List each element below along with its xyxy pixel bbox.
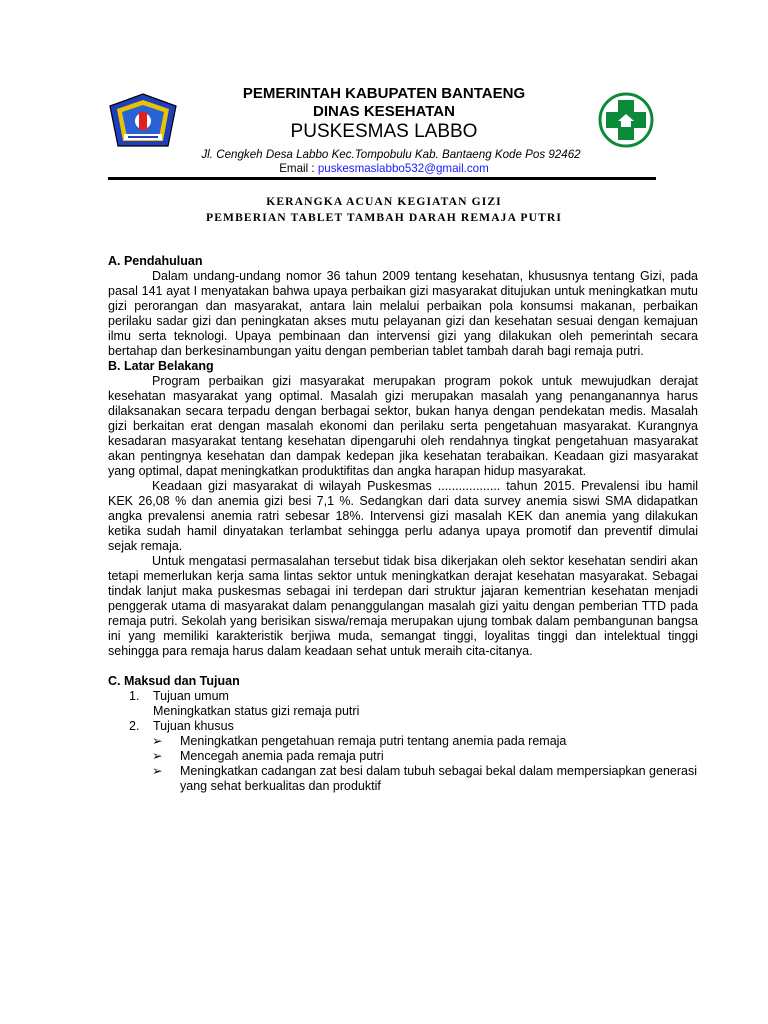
document-body — [108, 254, 698, 794]
bullet-item — [108, 764, 698, 794]
section-a-heading: A. Pendahuluan — [108, 254, 203, 268]
email-link[interactable]: puskesmaslabbo532@gmail.com — [317, 162, 489, 175]
document-title-line-2: PEMBERIAN TABLET TAMBAH DARAH REMAJA PUTRI — [206, 211, 562, 224]
arrow-bullet-icon: ➢ — [152, 734, 163, 748]
bullet-item — [108, 749, 698, 764]
bullet-text: Meningkatkan cadangan zat besi dalam tubuh sebagai bekal dalam mempersiapkan generasi yang sehat berkualitas dan produktif — [180, 764, 697, 793]
bullet-text: Mencegah anemia pada remaja putri — [180, 749, 384, 763]
email-line — [0, 162, 768, 175]
list-item-text: Meningkatkan status gizi remaja putri — [153, 704, 360, 718]
bullet-item — [108, 734, 698, 749]
letterhead — [0, 0, 768, 190]
section-b-heading: B. Latar Belakang — [108, 359, 214, 373]
office-line: DINAS KESEHATAN — [313, 103, 455, 120]
list-item-label: Tujuan umum — [153, 689, 229, 703]
arrow-bullet-icon: ➢ — [152, 764, 163, 778]
section-b-paragraph-1: Program perbaikan gizi masyarakat merupakan program pokok untuk mewujudkan derajat kesehatan masyarakat yang optimal. Masalah gizi merupakan masalah yang penanganannya harus dilaksanakan secara terpadu dengan berbagai sektor, bukan hanya dengan pendekatan medis. Masalah gizi berkaitan erat dengan masalah ekonomi dan perilaku serta pengetahuan masyarakat. Kurangnya kesadaran masyarakat tentang kesehatan dipengaruhi oleh rendahnya tingkat pengetahuan masyarakat akan pentingnya kesehatan dan dampak kedepan jika kesehatan terabaikan. Keadaan gizi masyarakat yang optimal, dapat meningkatkan produktifitas dan angka harapan hidup masyarakat. — [108, 374, 698, 478]
document-title-line-1: KERANGKA ACUAN KEGIATAN GIZI — [266, 195, 502, 208]
list-number: 1. — [129, 689, 140, 703]
section-a-paragraph: Dalam undang-undang nomor 36 tahun 2009 tentang kesehatan, khususnya tentang Gizi, pada pasal 141 ayat I menyatakan bahwa upaya perbaikan gizi masyarakat ditujukan untuk meningkatkan mutu gizi perorangan dan masyarakat, antara lain melalui perbaikan pola konsumsi makanan, perbaikan perilaku sadar gizi dan peningkatan akses mutu pelayanan gizi dan kesehatan sesuai dengan kemajuan ilmu serta teknologi. Upaya pembinaan dan intervensi gizi yang dilakukan oleh pemerintah secara bertahap dan berkesinambungan yaitu dengan pemberian tablet tambah darah bagi remaja putri. — [108, 269, 698, 358]
email-label: Email : — [279, 162, 318, 175]
header-rule — [108, 177, 656, 180]
section-b-paragraph-2: Keadaan gizi masyarakat di wilayah Puskesmas .................. tahun 2015. Prevalensi ibu hamil KEK 26,08 % dan anemia gizi besi 7,1 %. Sedangkan dari data survey anemia siswi SMA didapatkan angka prevalensi anemia ratri sebesar 18%. Intervensi gizi masalah KEK dan anemia yang dilakukan ketika sudah hamil dinyatakan terlambat sehingga perlu adanya upaya promotif dan preventif dimulai sejak remaja. — [108, 479, 698, 553]
spacer — [108, 659, 698, 674]
government-line: PEMERINTAH KABUPATEN BANTAENG — [242, 85, 526, 102]
list-number: 2. — [129, 719, 140, 733]
section-c-heading: C. Maksud dan Tujuan — [108, 674, 240, 688]
address-line: Jl. Cengkeh Desa Labbo Kec.Tompobulu Kab. Bantaeng Kode Pos 92462 — [201, 148, 581, 161]
section-b-paragraph-3: Untuk mengatasi permasalahan tersebut tidak bisa dikerjakan oleh sektor kesehatan sendiri akan tetapi memerlukan kerja sama lintas sektor untuk meningkatkan derajat kesehatan masyarakat. Sebagai tindak lanjut maka puskesmas sebagai ini terdepan dari struktur jajaran kementrian kesehatan menjadi penggerak utama di masyarakat dalam penanggulangan masalah gizi yaitu dengan pemberian TTD pada remaja putri. Sekolah yang berisikan siswa/remaja merupakan ujung tombak dalam pembangunan bangsa ini yang memiliki karakteristik berjiwa muda, semangat tinggi, loyalitas tinggi dan intelektual tinggi sehingga para remaja harus dalam keadaan sehat untuk meraih cita-citanya. — [108, 554, 698, 658]
list-item — [108, 689, 698, 704]
clinic-name: PUSKESMAS LABBO — [290, 121, 478, 142]
bullet-text: Meningkatkan pengetahuan remaja putri tentang anemia pada remaja — [180, 734, 567, 748]
list-item — [108, 719, 698, 734]
list-item-label: Tujuan khusus — [153, 719, 234, 733]
arrow-bullet-icon: ➢ — [152, 749, 163, 763]
